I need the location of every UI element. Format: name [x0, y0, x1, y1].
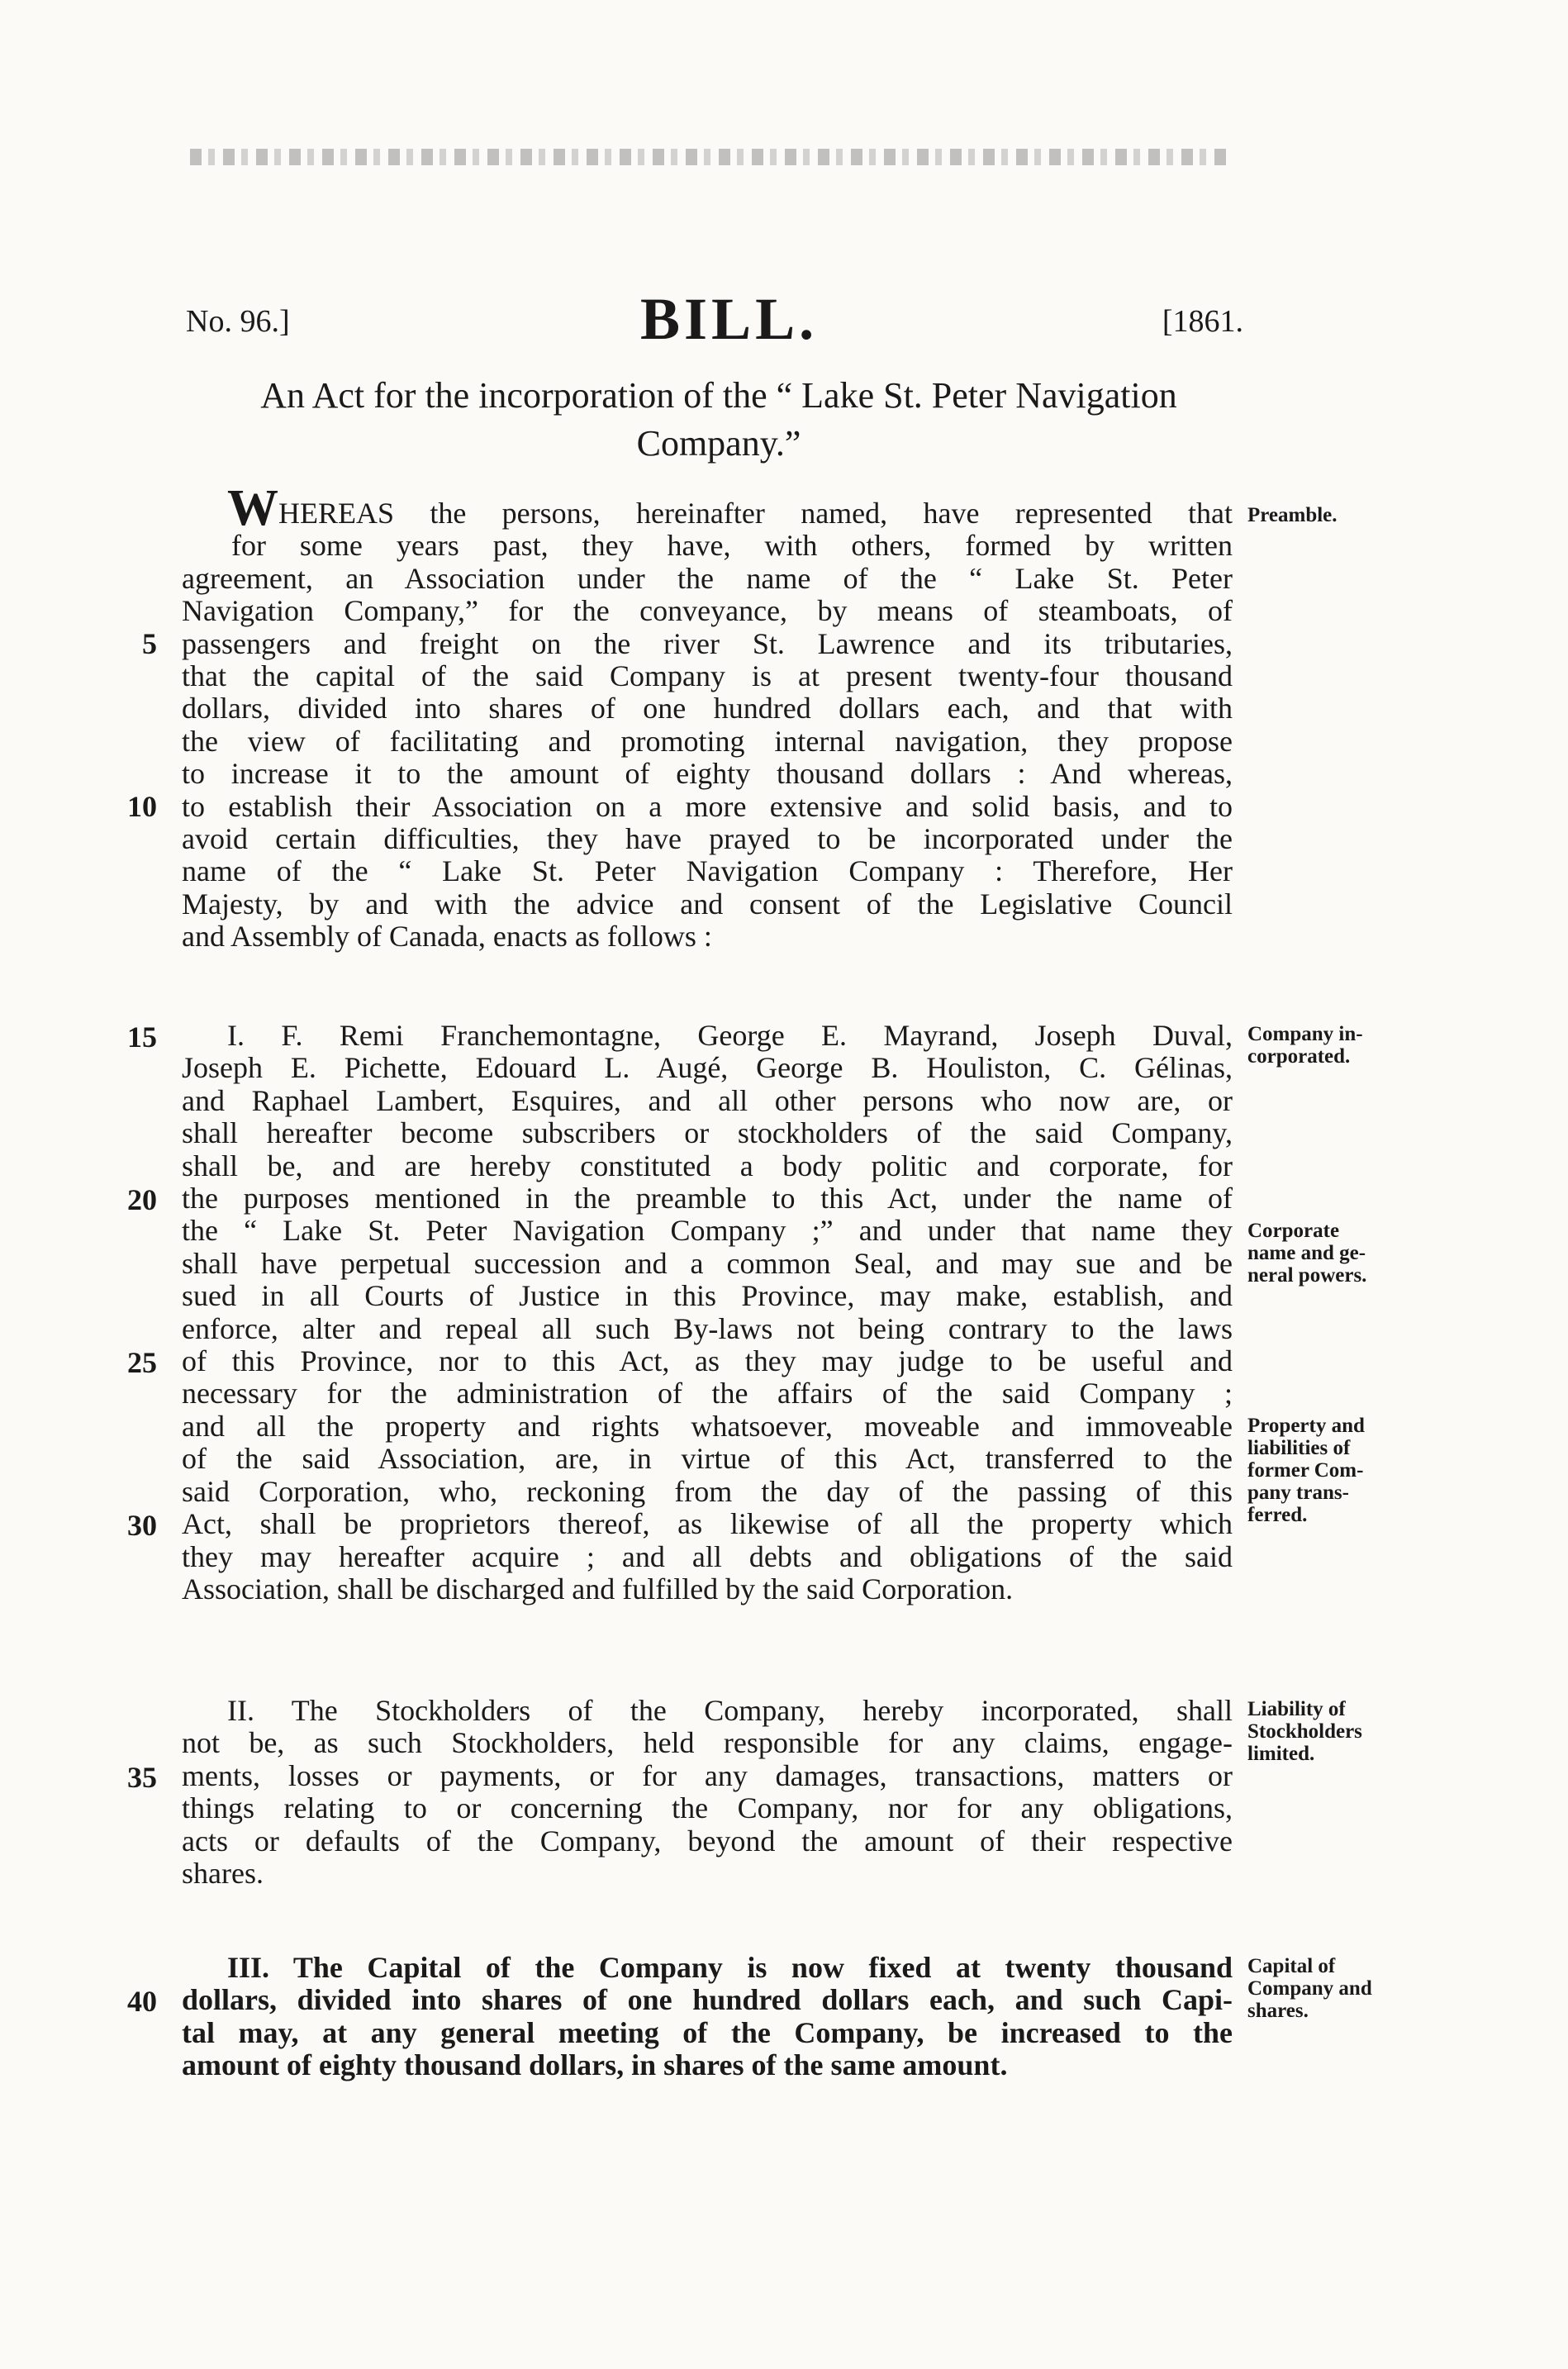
preamble-line: WHEREAS the persons, hereinafter named, have represented that: [227, 480, 1233, 536]
section-2-line: acts or defaults of the Company, beyond the amount of their respective: [182, 1824, 1233, 1858]
section-2-line: ments, losses or payments, or for any damages, transactions, matters or: [182, 1758, 1233, 1792]
section-1-line: the purposes mentioned in the preamble to this Act, under the name of: [182, 1182, 1233, 1215]
preamble-line: to increase it to the amount of eighty thousand dollars : And whereas,: [182, 757, 1233, 791]
section-1-line: of the said Association, are, in virtue of this Act, transferred to the: [182, 1442, 1233, 1476]
margin-note-company-incorporated: Company in- corporated.: [1247, 1023, 1363, 1068]
section-1-line: Association, shall be discharged and fulfilled by the said Corporation.: [182, 1572, 1014, 1605]
section-2-line: things relating to or concerning the Company, nor for any obligations,: [182, 1791, 1233, 1825]
section-3-line: III. The Capital of the Company is now fixed at twenty thousand: [227, 1951, 1233, 1984]
margin-note-corporate-powers: Corporate name and ge- neral powers.: [1247, 1220, 1367, 1287]
bill-heading: BILL.: [640, 286, 819, 352]
line-number: 35: [127, 1761, 157, 1794]
section-2-line: II. The Stockholders of the Company, hereby incorporated, shall: [227, 1694, 1233, 1727]
bill-year: [1861.: [1162, 304, 1243, 339]
section-1-line: of this Province, nor to this Act, as they may judge to be useful and: [182, 1344, 1233, 1378]
act-title-line: An Act for the incorporation of the “ Lake St. Peter Navigation: [260, 375, 1177, 416]
section-2-line: shares.: [182, 1857, 264, 1891]
bill-header: [186, 285, 1243, 359]
section-1-line: Joseph E. Pichette, Edouard L. Augé, George B. Houliston, C. Gélinas,: [182, 1051, 1233, 1085]
section-1-line: said Corporation, who, reckoning from the day of the passing of this: [182, 1474, 1233, 1508]
section-3-paragraph: [182, 1952, 1233, 2082]
line-number: 20: [127, 1183, 157, 1216]
preamble-paragraph: [182, 480, 1233, 954]
section-1-line: I. F. Remi Franchemontagne, George E. Mayrand, Joseph Duval,: [227, 1019, 1233, 1052]
section-1-line: necessary for the administration of the affairs of the said Company ;: [182, 1377, 1233, 1410]
preamble-line: agreement, an Association under the name of the “ Lake St. Peter: [182, 561, 1233, 595]
section-1-line: and Raphael Lambert, Esquires, and all other persons who now are, or: [182, 1083, 1233, 1117]
line-number: 15: [127, 1020, 157, 1054]
section-3-line: tal may, at any general meeting of the Company, be increased to the: [182, 2015, 1233, 2049]
line-number: 10: [127, 790, 157, 823]
section-2-line: not be, as such Stockholders, held responsible for any claims, engage-: [182, 1726, 1233, 1760]
act-title-line: Company.”: [636, 423, 801, 464]
section-1-line: enforce, alter and repeal all such By-laws not being contrary to the laws: [182, 1311, 1233, 1345]
line-number: 30: [127, 1509, 157, 1542]
section-3-line: amount of eighty thousand dollars, in shares of the same amount.: [182, 2048, 1008, 2082]
line-number: 25: [127, 1346, 157, 1379]
bill-number: No. 96.]: [186, 304, 290, 339]
preamble-line: avoid certain difficulties, they have prayed to be incorporated under the: [182, 822, 1233, 856]
line-number: 40: [127, 1985, 157, 2018]
top-decorative-rule: [190, 149, 1231, 165]
section-2-paragraph: [182, 1695, 1233, 1890]
line-number: 5: [142, 627, 157, 660]
margin-note-property-transferred: Property and liabilities of former Com- pany trans- ferred.: [1247, 1415, 1365, 1526]
preamble-line: to establish their Association on a more extensive and solid basis, and to: [182, 789, 1233, 823]
margin-note-capital: Capital of Company and shares.: [1247, 1955, 1372, 2022]
margin-note-liability: Liability of Stockholders limited.: [1247, 1698, 1362, 1765]
section-1-line: and all the property and rights whatsoever, moveable and immoveable: [182, 1409, 1233, 1443]
preamble-line: Navigation Company,” for the conveyance, by means of steamboats, of: [182, 594, 1233, 628]
section-1-line: Act, shall be proprietors thereof, as likewise of all the property which: [182, 1507, 1233, 1541]
preamble-dropcap: W: [227, 480, 278, 536]
section-1-line: they may hereafter acquire ; and all debts and obligations of the said: [182, 1539, 1233, 1573]
section-3-line: dollars, divided into shares of one hundred dollars each, and such Capi-: [182, 1983, 1233, 2017]
section-1-paragraph: [182, 1020, 1233, 1605]
section-1-line: the “ Lake St. Peter Navigation Company ;” and under that name they: [182, 1214, 1233, 1248]
preamble-line: Majesty, by and with the advice and consent of the Legislative Council: [182, 887, 1233, 920]
section-1-line: shall have perpetual succession and a common Seal, and may sue and be: [182, 1246, 1233, 1280]
preamble-line: the view of facilitating and promoting internal navigation, they propose: [182, 724, 1233, 758]
section-1-line: shall be, and are hereby constituted a body politic and corporate, for: [182, 1149, 1233, 1182]
section-1-line: sued in all Courts of Justice in this Province, may make, establish, and: [182, 1279, 1233, 1313]
act-title: [186, 372, 1252, 468]
preamble-line: for some years past, they have, with others, formed by written: [231, 529, 1233, 563]
preamble-line: that the capital of the said Company is at present twenty-four thousand: [182, 659, 1233, 693]
preamble-line: and Assembly of Canada, enacts as follows :: [182, 920, 712, 954]
preamble-line: dollars, divided into shares of one hundred dollars each, and that with: [182, 692, 1233, 725]
margin-note-preamble: Preamble.: [1247, 504, 1338, 526]
preamble-line: passengers and freight on the river St. Lawrence and its tributaries,: [182, 626, 1233, 660]
section-1-line: shall hereafter become subscribers or stockholders of the said Company,: [182, 1116, 1233, 1150]
preamble-line: name of the “ Lake St. Peter Navigation Company : Therefore, Her: [182, 854, 1233, 888]
